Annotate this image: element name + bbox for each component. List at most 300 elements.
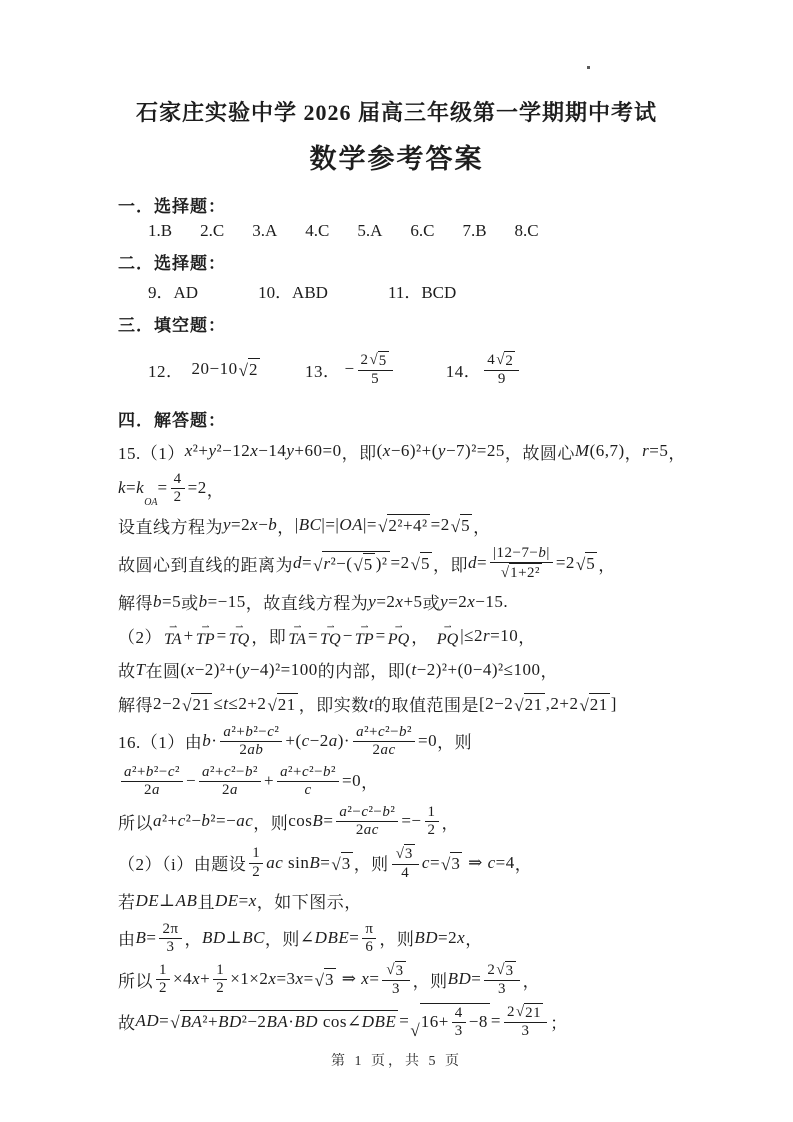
- radicand: [524, 693, 545, 715]
- math-fragment: =2: [187, 478, 207, 498]
- math-variable: x: [467, 591, 476, 611]
- math-variable: b: [245, 763, 253, 780]
- math-variable: y: [368, 591, 377, 611]
- text-fragment: ，故直线方程为: [245, 594, 369, 614]
- section-2-label: 二．选择题：: [118, 254, 226, 273]
- fraction: [249, 845, 263, 879]
- text-fragment: 的取值范围是: [374, 696, 480, 716]
- fraction-numerator: [159, 921, 181, 939]
- math-variable: c: [301, 763, 310, 780]
- math-fragment: +: [183, 625, 194, 645]
- math-fragment: =2: [438, 927, 458, 947]
- fraction-denominator: [301, 782, 314, 798]
- math-variable: a: [151, 781, 160, 798]
- radicand: [395, 961, 406, 979]
- math-fragment: −4)²=100: [249, 659, 318, 679]
- fraction-numerator: [156, 962, 170, 980]
- radicand: [509, 563, 542, 581]
- radical-sign-icon: √: [313, 556, 323, 576]
- radical-sign-icon: √: [496, 962, 505, 979]
- section-1-label: 一．选择题：: [118, 197, 226, 216]
- radical-sign-icon: √: [331, 854, 341, 874]
- math-variable: x: [295, 969, 304, 989]
- math-fragment: ,2+2: [545, 693, 579, 713]
- line-16-5: [118, 887, 793, 915]
- math-variable: x: [457, 927, 466, 947]
- math-variable: BD: [414, 927, 439, 947]
- math-variable: AB: [175, 890, 198, 910]
- math-fragment: 21: [525, 1005, 542, 1022]
- math-variable: AD: [135, 1011, 160, 1031]
- fraction-numerator: [452, 1005, 466, 1023]
- math-fragment: =: [375, 625, 386, 645]
- math-fragment: 3: [505, 962, 514, 979]
- vector-base: TA: [288, 630, 306, 648]
- text-fragment: ，即: [432, 555, 468, 575]
- math-fragment: −: [342, 625, 353, 645]
- math-fragment: 1: [252, 845, 261, 862]
- math-fragment: |=: [363, 515, 377, 535]
- radical-sign-icon: √: [441, 854, 451, 874]
- math-variable: DE: [214, 890, 239, 910]
- fraction-denominator: [495, 981, 509, 997]
- math-fragment: |: [546, 545, 550, 562]
- math-variable: x: [248, 890, 257, 910]
- radical-sign-icon: √: [515, 1004, 525, 1021]
- math-fragment: ²: [274, 723, 280, 740]
- math-fragment: =: [490, 1011, 501, 1031]
- math-fragment: 1+2²: [510, 565, 540, 582]
- fraction-numerator: [362, 921, 376, 939]
- math-variable: DBE: [314, 927, 350, 947]
- math-fragment: =: [471, 969, 482, 989]
- math-fragment: π: [365, 920, 374, 937]
- fraction: [362, 921, 376, 955]
- math-variable: b: [323, 763, 332, 780]
- math-variable: k: [118, 478, 127, 498]
- math-fragment: ²+: [231, 723, 246, 740]
- choice-answer: 1.B: [148, 221, 173, 240]
- vector-arrow-icon: ⇀: [394, 622, 403, 632]
- math-fragment: +: [263, 770, 275, 790]
- math-fragment: 3: [325, 970, 335, 990]
- math-fragment: 6: [365, 938, 374, 955]
- math-fragment: 3: [341, 853, 351, 873]
- math-fragment: |=|: [321, 515, 340, 535]
- math-variable: a: [223, 723, 232, 740]
- choice-answer: 8.C: [514, 221, 539, 240]
- section-4-label: 四．解答题：: [118, 411, 226, 430]
- math-variable: r: [642, 441, 650, 460]
- math-fragment: =: [146, 927, 157, 947]
- math-variable: B: [135, 927, 147, 947]
- radical-sign-icon: √: [410, 555, 420, 575]
- text-fragment: ，则: [253, 813, 289, 833]
- line-16-6: [118, 921, 793, 955]
- math-fragment: 5: [378, 352, 387, 369]
- math-fragment: =: [157, 478, 168, 498]
- radicand: [378, 351, 389, 369]
- text-fragment: 解得: [118, 594, 153, 614]
- math-variable: c: [421, 852, 430, 872]
- math-fragment: ²: [252, 763, 258, 780]
- math-variable: DBE: [361, 1012, 397, 1032]
- math-fragment: ≤: [213, 693, 224, 713]
- fraction: [452, 1005, 466, 1039]
- math-fragment: =: [238, 890, 249, 910]
- math-fragment: −2: [309, 730, 329, 750]
- scan-speck: [587, 66, 590, 69]
- text-fragment: ，则: [353, 855, 389, 875]
- fraction-denominator: [495, 371, 509, 387]
- vector-symbol: [196, 623, 215, 648]
- math-fragment: sin: [283, 852, 310, 872]
- math-variable: t: [223, 693, 229, 713]
- fraction: [159, 921, 181, 955]
- text-fragment: 故圆心到直线的距离为: [118, 555, 293, 575]
- math-fragment: =5: [649, 441, 669, 460]
- math-fragment: 5: [420, 554, 430, 574]
- math-fragment: ²+: [162, 811, 178, 831]
- radical-sign-icon: √: [378, 517, 388, 537]
- radicand: [504, 351, 515, 369]
- math-fragment: 5: [461, 516, 471, 536]
- math-fragment: (6,7): [589, 441, 625, 460]
- math-fragment: =: [303, 969, 314, 989]
- text-fragment: 设直线方程为: [118, 517, 223, 537]
- math-fragment: =: [216, 625, 227, 645]
- vector-arrow-icon: ⇀: [326, 622, 335, 632]
- fraction: [213, 962, 227, 996]
- math-variable: BA: [266, 1012, 289, 1032]
- choice-answer: 2.C: [200, 221, 225, 240]
- fraction-denominator: [213, 980, 227, 996]
- math-variable: b: [538, 545, 547, 562]
- choice-answer: 7.B: [462, 221, 487, 240]
- math-fragment: ²: [407, 723, 413, 740]
- fill-blank-answers: [148, 340, 793, 398]
- line-15-7: [118, 656, 793, 684]
- math-fragment: 3: [451, 853, 461, 873]
- math-fragment: −8: [468, 1012, 488, 1032]
- fraction: [220, 724, 282, 758]
- radical-sign-icon: √: [238, 361, 248, 380]
- vector-base: TP: [354, 630, 374, 648]
- text-fragment: 若: [118, 893, 136, 913]
- text-fragment: 所以: [118, 971, 153, 991]
- math-fragment: (: [180, 659, 187, 679]
- page-footer: 第 1 页，共 5 页: [331, 1054, 462, 1069]
- math-variable: M: [574, 441, 590, 460]
- math-variable: B: [312, 811, 324, 831]
- math-fragment: 9: [497, 371, 506, 387]
- text-fragment: 的内部，即: [317, 662, 406, 682]
- math-fragment: ·: [211, 730, 218, 750]
- math-fragment: −7)²=25: [445, 441, 505, 460]
- text-fragment: ，: [522, 971, 541, 991]
- math-fragment: 2: [506, 1004, 515, 1021]
- math-fragment: =: [399, 1011, 410, 1031]
- radicand: [180, 1010, 399, 1032]
- square-root: [370, 351, 389, 369]
- math-fragment: =: [126, 478, 137, 498]
- math-variable: b: [198, 591, 208, 611]
- text-fragment: 且: [197, 893, 215, 913]
- fraction: [504, 1003, 547, 1039]
- choice-answer: 4.C: [305, 221, 330, 240]
- math-fragment: |: [294, 515, 299, 535]
- line-16-2: [118, 764, 793, 798]
- math-fragment: 1: [159, 961, 167, 978]
- radicand: [324, 968, 336, 990]
- fraction: [425, 804, 439, 838]
- math-fragment: 1: [427, 804, 436, 821]
- text-fragment: ，则: [437, 733, 473, 753]
- radicand: [363, 553, 375, 575]
- math-fragment: ²−: [347, 804, 362, 821]
- math-variable: x: [361, 969, 370, 989]
- vector-base: PQ: [436, 630, 459, 648]
- line-15-8: [118, 690, 793, 718]
- math-variable: b: [201, 811, 211, 831]
- math-fragment: ]: [610, 693, 617, 713]
- math-fragment: ²+: [364, 723, 378, 740]
- square-root: [451, 514, 472, 536]
- math-variable: x: [192, 969, 201, 989]
- line-15-2: [118, 471, 793, 509]
- line-16-8: [118, 1003, 793, 1039]
- square-root: [496, 351, 515, 369]
- math-variable: t: [411, 659, 417, 679]
- radicand: [191, 693, 212, 715]
- math-fragment: =0: [418, 730, 438, 750]
- math-fragment: ²−(: [330, 554, 353, 574]
- fraction-numerator: [220, 724, 282, 742]
- text-fragment: ，: [465, 930, 483, 950]
- text-fragment: 解得: [118, 696, 153, 716]
- fraction: [490, 545, 553, 581]
- vector-base: TQ: [228, 630, 250, 648]
- radical-sign-icon: √: [575, 555, 586, 575]
- math-fragment: −: [258, 515, 269, 535]
- math-variable: a: [280, 763, 289, 780]
- math-variable: r: [482, 625, 491, 645]
- math-variable: d: [467, 553, 477, 573]
- math-fragment: −2)²+(0−4)²≤100: [416, 659, 541, 679]
- math-variable: b: [153, 591, 162, 611]
- square-root: [411, 552, 432, 574]
- math-fragment: =4: [495, 852, 515, 872]
- fraction: [199, 764, 261, 798]
- vector-symbol: [437, 623, 459, 648]
- math-variable: x: [184, 441, 193, 460]
- fraction-denominator: [236, 742, 266, 758]
- radicand: [341, 852, 353, 874]
- math-variable: a: [124, 763, 132, 780]
- math-fragment: 3: [454, 1023, 463, 1040]
- math-fragment: 2: [360, 351, 369, 368]
- math-fragment: (: [405, 659, 412, 679]
- math-fragment: ；: [550, 1013, 568, 1033]
- fraction-denominator: [519, 1023, 533, 1039]
- line-15-1: [118, 437, 793, 465]
- fraction-denominator: [164, 939, 178, 955]
- math-fragment: ⇒: [337, 969, 362, 989]
- math-fragment: ⊥: [225, 927, 243, 947]
- square-root: [267, 693, 297, 715]
- fraction-denominator: [362, 939, 376, 955]
- math-fragment: ²−: [253, 723, 268, 740]
- math-fragment: ⊥: [159, 890, 176, 910]
- choice-answer: 9．AD: [148, 283, 199, 302]
- square-root: [313, 551, 389, 575]
- square-root: [441, 852, 462, 874]
- math-variable: BD: [294, 1012, 319, 1032]
- math-fragment: −14: [258, 441, 287, 460]
- fraction-numerator: [199, 764, 261, 782]
- math-fragment: 2: [173, 489, 182, 506]
- math-variable: c: [487, 852, 496, 872]
- math-variable: y: [286, 441, 295, 460]
- math-fragment: =2: [430, 515, 450, 535]
- math-fragment: 5: [363, 555, 373, 575]
- math-fragment: |≤2: [460, 625, 483, 645]
- math-variable: x: [250, 515, 259, 535]
- math-fragment: =2: [231, 515, 251, 535]
- choice-answer: 5.A: [357, 221, 383, 240]
- fraction-numerator: [490, 545, 553, 563]
- square-root: [331, 852, 352, 874]
- vector-arrow-icon: ⇀: [443, 622, 452, 632]
- text-fragment: ，: [598, 555, 616, 575]
- radical-sign-icon: √: [496, 352, 505, 369]
- math-fragment: 4: [454, 1005, 463, 1022]
- math-fragment: =: [159, 1011, 170, 1031]
- text-fragment: 或: [422, 594, 441, 614]
- fraction-numerator: [484, 961, 519, 981]
- text-fragment: ，: [411, 628, 429, 648]
- math-variable: ab: [247, 741, 264, 758]
- math-fragment: ²+: [192, 441, 209, 460]
- math-variable: BA: [180, 1012, 203, 1032]
- fraction: [484, 351, 519, 387]
- radical-sign-icon: √: [314, 971, 325, 991]
- math-fragment: −2)²+(: [194, 659, 242, 679]
- math-fragment: 3: [404, 846, 413, 863]
- line-16-3: [118, 804, 793, 838]
- math-fragment: =: [349, 927, 360, 947]
- fraction: [336, 804, 398, 838]
- text-fragment: 所以: [118, 813, 153, 833]
- math-fragment: 21: [277, 694, 296, 714]
- math-fragment: 3: [392, 981, 400, 998]
- math-fragment: =: [429, 852, 441, 872]
- radicand: [420, 552, 432, 574]
- math-variable: b: [145, 763, 154, 780]
- math-variable: y: [437, 441, 446, 460]
- math-variable: ac: [363, 822, 379, 839]
- fraction-denominator: [141, 782, 163, 798]
- radicand: [524, 1003, 543, 1021]
- math-fragment: ²−: [231, 763, 245, 780]
- square-root: [410, 1003, 490, 1039]
- math-fragment: 14．: [445, 361, 482, 381]
- text-fragment: 或: [181, 594, 199, 614]
- text-fragment: ，: [624, 443, 643, 463]
- math-fragment: ²−: [385, 723, 400, 740]
- fraction-numerator: [277, 764, 339, 782]
- square-root: [514, 693, 544, 715]
- math-variable: c: [223, 763, 232, 780]
- math-fragment: +5: [403, 591, 423, 611]
- math-variable: c: [267, 723, 275, 740]
- math-fragment: 2: [505, 352, 514, 369]
- math-fragment: +: [200, 969, 211, 989]
- math-variable: b: [268, 515, 278, 535]
- text-fragment: ，: [668, 443, 686, 463]
- math-fragment: +60=0: [294, 441, 342, 460]
- math-fragment: ²−2: [241, 1012, 267, 1032]
- text-fragment: 在圆: [145, 662, 181, 682]
- math-fragment: ²−: [185, 811, 202, 831]
- math-fragment: ²: [390, 804, 396, 821]
- math-variable: ac: [266, 852, 284, 872]
- fraction-denominator: [389, 981, 403, 997]
- text-fragment: ，则: [264, 930, 300, 950]
- section-1-answers: [148, 221, 793, 241]
- math-fragment: +(: [285, 730, 302, 750]
- vector-symbol: [288, 623, 306, 648]
- math-variable: a: [153, 811, 162, 831]
- vector-base: TP: [195, 630, 215, 648]
- line-15-5: [118, 588, 793, 616]
- text-fragment: ，: [361, 773, 379, 793]
- math-fragment: 3: [395, 962, 404, 979]
- math-fragment: |12−7−: [493, 545, 539, 562]
- text-fragment: （2）（i）由题设: [118, 855, 247, 875]
- square-root: [239, 358, 260, 380]
- vector-arrow-icon: ⇀: [293, 622, 301, 632]
- fraction-denominator: [156, 980, 170, 996]
- math-fragment: −15: [475, 591, 504, 611]
- math-fragment: −6)²+(: [390, 441, 438, 460]
- radical-sign-icon: √: [353, 556, 363, 576]
- math-fragment: 4: [401, 864, 410, 881]
- math-fragment: ⇒: [463, 852, 488, 872]
- math-fragment: 2: [143, 781, 152, 798]
- text-fragment: 故: [118, 662, 136, 682]
- text-fragment: ，: [277, 517, 295, 537]
- math-variable: b: [202, 730, 212, 750]
- math-fragment: ·: [288, 1012, 295, 1032]
- text-fragment: ，: [441, 813, 460, 833]
- text-fragment: ，故圆心: [504, 443, 575, 463]
- vector-symbol: [229, 623, 250, 648]
- math-fragment: =: [320, 852, 331, 872]
- square-root: [378, 514, 430, 536]
- math-fragment: ²+: [210, 763, 224, 780]
- square-root: [182, 693, 212, 715]
- fraction: [277, 764, 339, 798]
- fraction-numerator: [353, 724, 415, 742]
- subscript: OA: [144, 497, 158, 509]
- square-root: [386, 961, 405, 979]
- math-fragment: ²−: [309, 763, 324, 780]
- vector-arrow-icon: ⇀: [169, 622, 177, 632]
- text-fragment: ，: [518, 628, 536, 648]
- vector-base: TQ: [320, 630, 341, 648]
- section-3-label: 三．填空题：: [118, 316, 226, 335]
